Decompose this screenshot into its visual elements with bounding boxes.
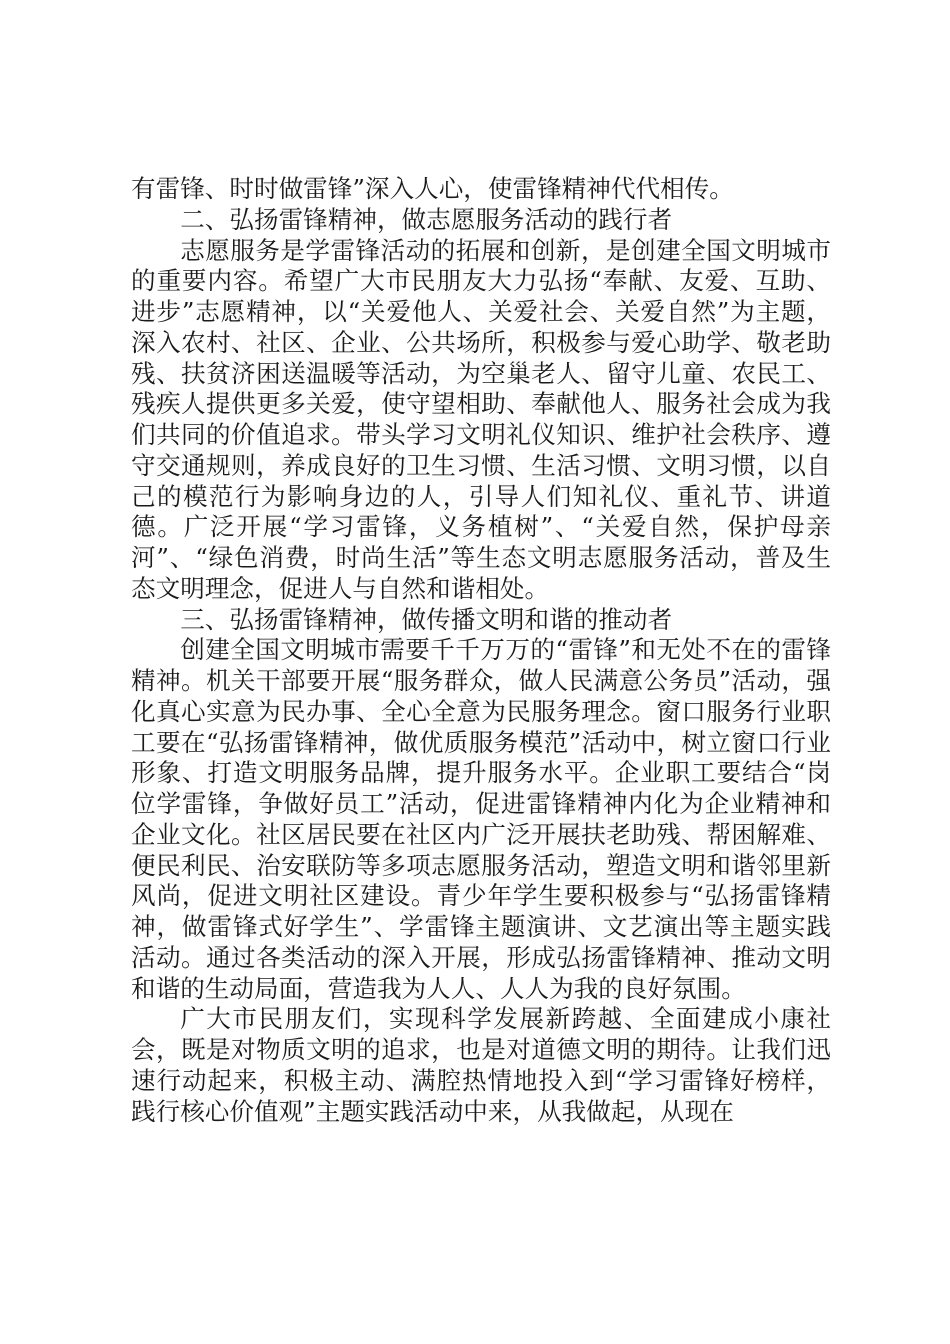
- section-heading-volunteer-service: 二、弘扬雷锋精神，做志愿服务活动的践行者: [180, 204, 673, 234]
- document-page: [131, 174, 831, 1127]
- section-heading-civilization-harmony: 三、弘扬雷锋精神，做传播文明和谐的推动者: [180, 604, 673, 634]
- paragraph-closing-call: 广大市民朋友们，实现科学发展新跨越、全面建成小康社会，既是对物质文明的追求，也是对道德文明的期待。让我们迅速行动起来，积极主动、满腔热情地投入到“学习雷锋好榜样，践行核心价值观”主题实践活动中来，从我做起，从现在: [131, 1004, 831, 1126]
- paragraph-civilization-harmony: 创建全国文明城市需要千千万万的“雷锋”和无处不在的雷锋精神。机关干部要开展“服务群众，做人民满意公务员”活动，强化真心实意为民办事、全心全意为民服务理念。窗口服务行业职工要在“弘扬雷锋精神，做优质服务模范”活动中，树立窗口行业形象、打造文明服务品牌，提升服务水平。企业职工要结合“岗位学雷锋，争做好员工”活动，促进雷锋精神内化为企业精神和企业文化。社区居民要在社区内广泛开展扶老助残、帮困解难、便民利民、治安联防等多项志愿服务活动，塑造文明和谐邻里新风尚，促进文明社区建设。青少年学生要积极参与“弘扬雷锋精神，做雷锋式好学生”、学雷锋主题演讲、文艺演出等主题实践活动。通过各类活动的深入开展，形成弘扬雷锋精神、推动文明和谐的生动局面，营造我为人人、人人为我的良好氛围。: [131, 635, 831, 1003]
- paragraph-continuation: 有雷锋、时时做雷锋”深入人心，使雷锋精神代代相传。: [131, 174, 734, 203]
- paragraph-volunteer-service: 志愿服务是学雷锋活动的拓展和创新，是创建全国文明城市的重要内容。希望广大市民朋友大力弘扬“奉献、友爱、互助、进步”志愿精神，以“关爱他人、关爱社会、关爱自然”为主题，深入农村、社区、企业、公共场所，积极参与爱心助学、敬老助残、扶贫济困送温暖等活动，为空巢老人、留守儿童、农民工、残疾人提供更多关爱，使守望相助、奉献他人、服务社会成为我们共同的价值追求。带头学习文明礼仪知识、维护社会秩序、遵守交通规则，养成良好的卫生习惯、生活习惯、文明习惯，以自己的模范行为影响身边的人，引导人们知礼仪、重礼节、讲道德。广泛开展“学习雷锋，义务植树”、“关爱自然，保护母亲河”、“绿色消费，时尚生活”等生态文明志愿服务活动，普及生态文明理念，促进人与自然和谐相处。: [131, 235, 831, 603]
